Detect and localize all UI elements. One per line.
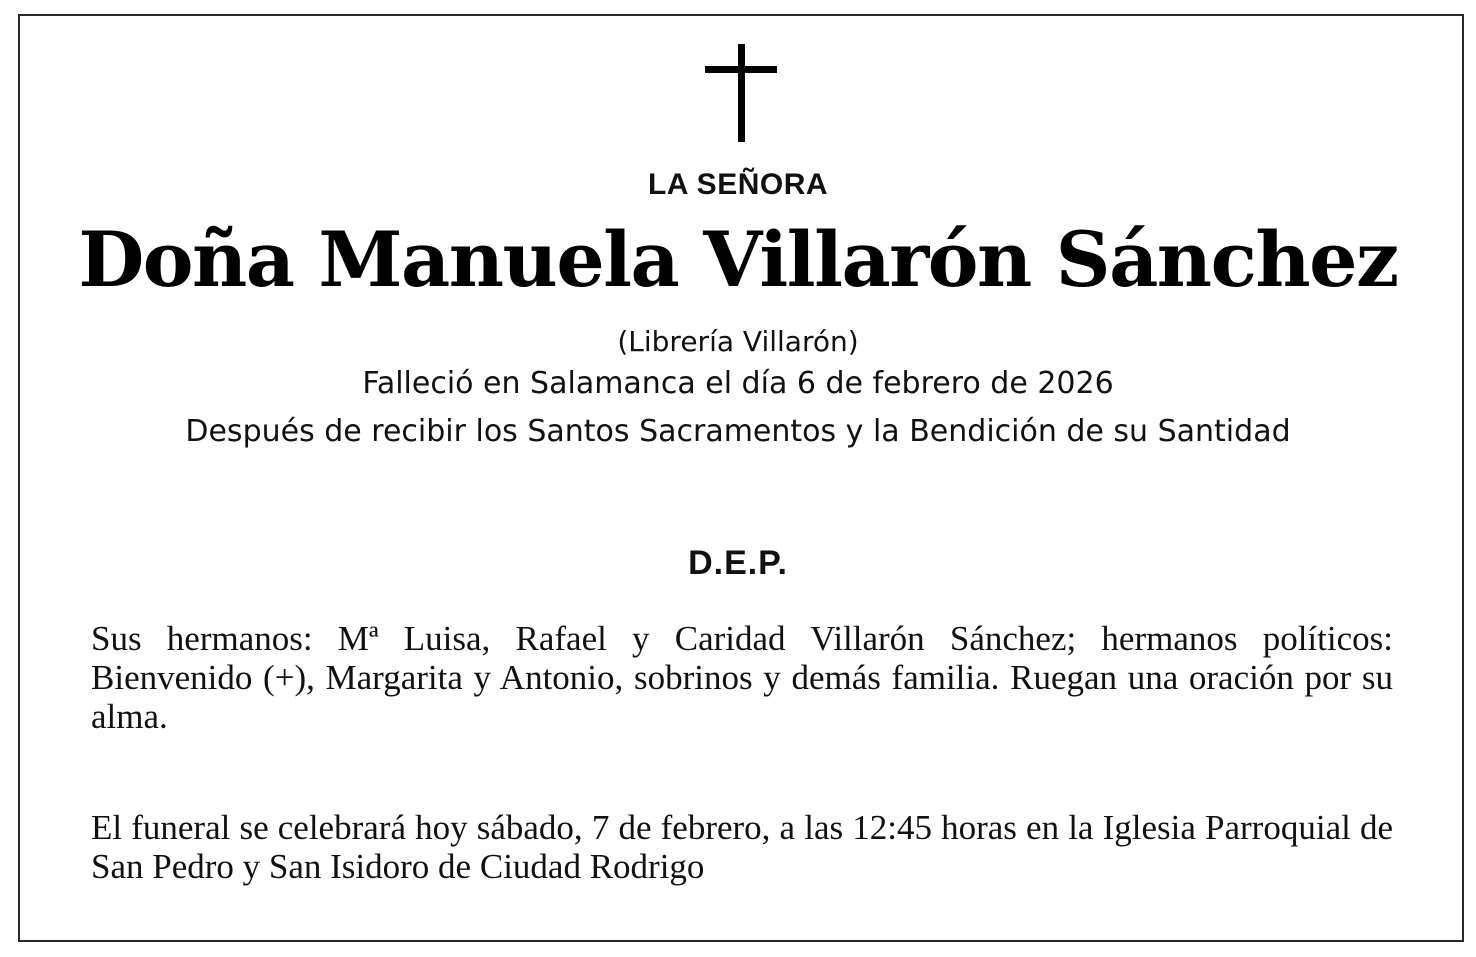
death-line: Falleció en Salamanca el día 6 de febrero de 2026 [362,366,1114,401]
funeral-paragraph: El funeral se celebrará hoy sábado, 7 de febrero, a las 12:45 horas en la Iglesia Parroquial de San Pedro y San Isidoro de Ciudad Rodrigo [91,808,1393,886]
obituary-frame [18,14,1464,942]
alias: (Librería Villarón) [617,325,859,358]
sacraments-line: Después de recibir los Santos Sacramentos y la Bendición de su Santidad [185,414,1291,449]
family-paragraph: Sus hermanos: Mª Luisa, Rafael y Caridad Villarón Sánchez; hermanos políticos: Bienvenido (+), Margarita y Antonio, sobrinos y demás familia. Ruegan una oración por su alma. [91,619,1393,736]
dep-heading: D.E.P. [688,544,788,582]
deceased-name: Doña Manuela Villarón Sánchez [78,215,1398,304]
cross-icon [703,44,779,142]
honorific: LA SEÑORA [647,168,829,201]
